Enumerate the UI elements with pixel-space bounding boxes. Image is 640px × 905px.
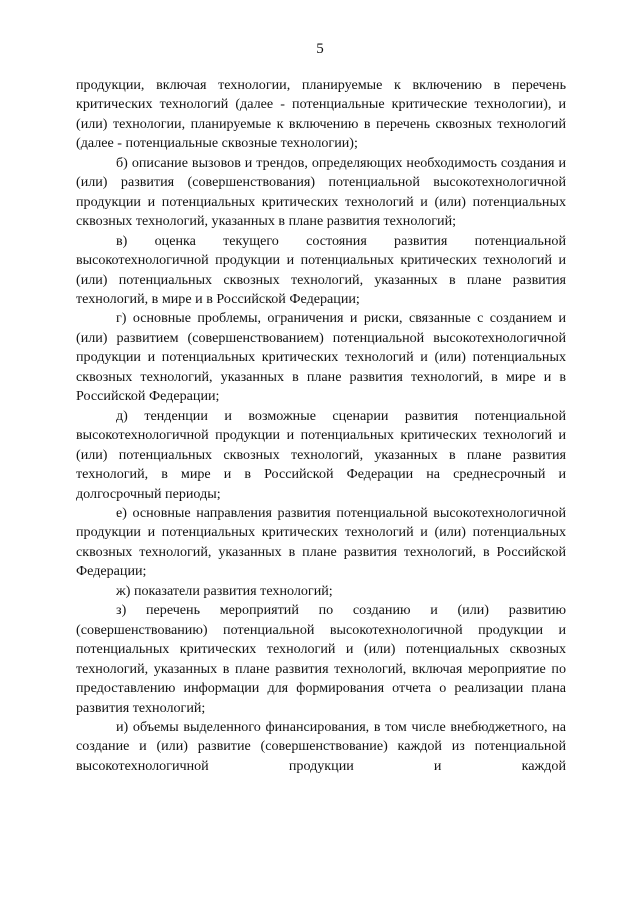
paragraph-item-i: и) объемы выделенного финансирования, в том числе внебюджетного, на создание и (или) развитие (совершенствование) каждой из потенциальной высокотехнологичной продукции и каждой — [76, 718, 566, 774]
paragraph-item-v: в) оценка текущего состояния развития потенциальной высокотехнологичной продукции и потенциальных критических технологий и (или) потенциальных сквозных технологий, указанных в плане развития технологий, в мире и в Российской Федерации; — [76, 232, 566, 307]
page-number: 5 — [316, 41, 324, 57]
paragraph-item-g: г) основные проблемы, ограничения и риски, связанные с созданием и (или) развитием (совершенствованием) потенциальной высокотехнологичной продукции и потенциальных критических технологий и (или) потенциальных сквозных технологий, указанных в плане развития технологий, в мире и в Российской Федерации; — [76, 310, 566, 405]
document-body — [76, 76, 566, 776]
paragraph-item-z: з) перечень мероприятий по созданию и (или) развитию (совершенствованию) потенциальной высокотехнологичной продукции и потенциальных критических технологий и (или) потенциальных сквозных технологий, указанных в плане развития технологий, включая мероприятие по предоставлению информации для формирования отчета о реализации плана развития технологий; — [76, 602, 566, 716]
paragraph-item-e: е) основные направления развития потенциальной высокотехнологичной продукции и потенциальных критических технологий и (или) потенциальных сквозных технологий, указанных в плане развития технологий, в Российской Федерации; — [76, 504, 566, 580]
paragraph-item-b: б) описание вызовов и трендов, определяющих необходимость создания и (или) развития (совершенствования) потенциальной высокотехнологичной продукции и потенциальных критических технологий и (или) потенциальных сквозных технологий, указанных в плане развития технологий; — [76, 154, 566, 230]
paragraph-item-d: д) тенденции и возможные сценарии развития потенциальной высокотехнологичной продукции и потенциальных критических технологий и (или) потенциальных сквозных технологий, указанных в плане развития технологий, в мире и в Российской Федерации на среднесрочный и долгосрочный периоды; — [76, 407, 566, 502]
paragraph-continuation: продукции, включая технологии, планируемые к включению в перечень критических технологий (далее - потенциальные критические технологии), и (или) технологии, планируемые к включению в перечень сквозных технологий (далее - потенциальные сквозные технологии); — [76, 77, 566, 152]
paragraph-item-zh: ж) показатели развития технологий; — [116, 582, 333, 599]
